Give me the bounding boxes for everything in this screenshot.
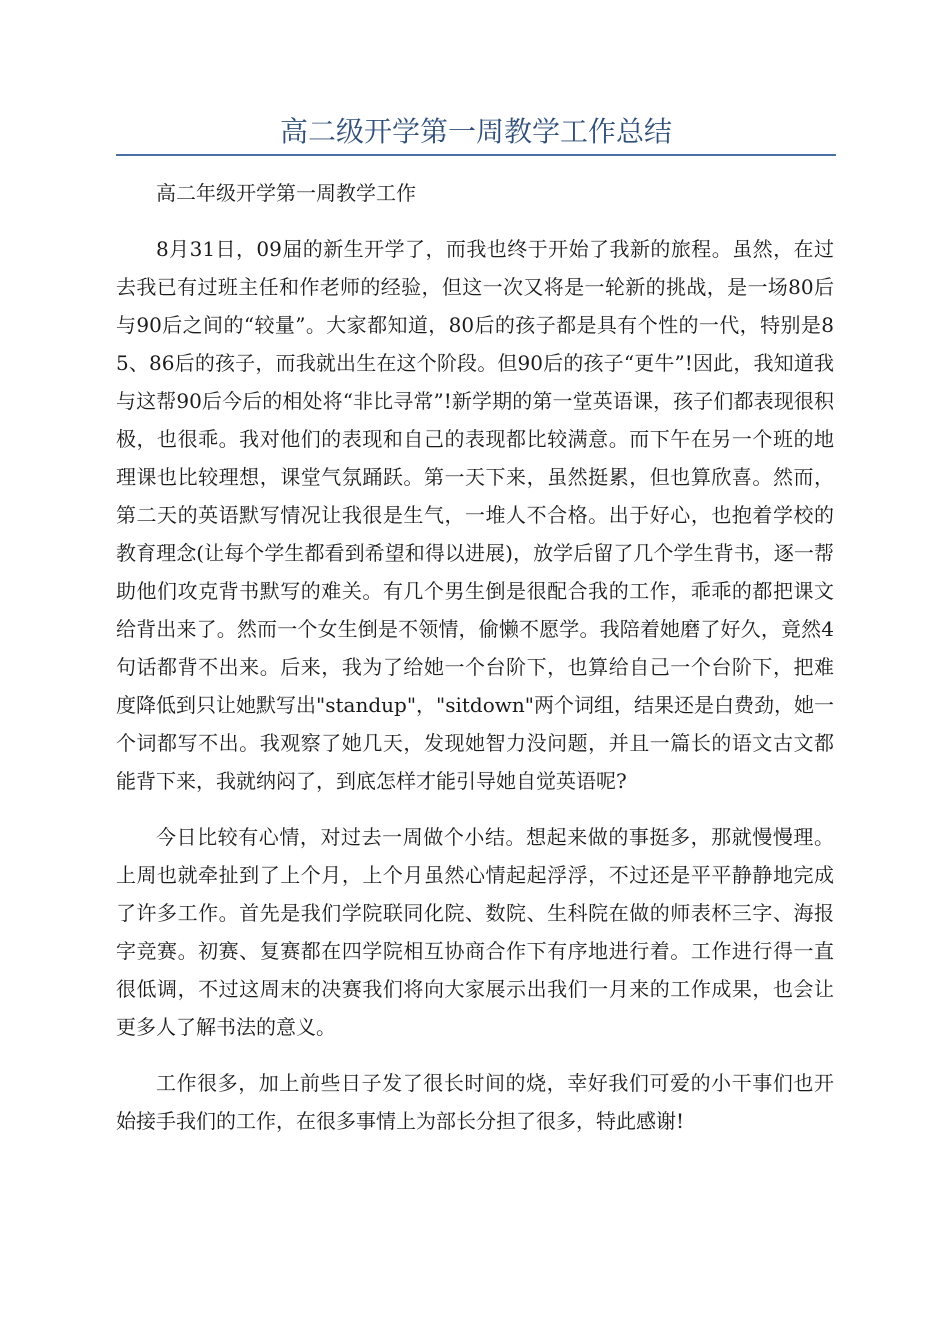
document-body (116, 174, 834, 1158)
paragraph-thanks: 工作很多，加上前些日子发了很长时间的烧，幸好我们可爱的小干事们也开始接手我们的工作，在很多事情上为部长分担了很多，特此感谢! (116, 1071, 834, 1133)
paragraph-first-week: 8月31日，09届的新生开学了，而我也终于开始了我新的旅程。虽然，在过去我已有过班主任和作老师的经验，但这一次又将是一轮新的挑战，是一场80后与90后之间的“较量”。大家都知道，80后的孩子都是具有个性的一代，特别是85、86后的孩子，而我就出生在这个阶段。但90后的孩子“更牛”!因此，我知道我与这帮90后今后的相处将“非比寻常”!新学期的第一堂英语课，孩子们都表现很积极，也很乖。我对他们的表现和自己的表现都比较满意。而下午在另一个班的地理课也比较理想，课堂气氛踊跃。第一天下来，虽然挺累，但也算欣喜。然而，第二天的英语默写情况让我很是生气，一堆人不合格。出于好心，也抱着学校的教育理念(让每个学生都看到希望和得以进展)，放学后留了几个学生背书，逐一帮助他们攻克背书默写的难关。有几个男生倒是很配合我的工作，乖乖的都把课文给背出来了。然而一个女生倒是不领情，偷懒不愿学。我陪着她磨了好久，竟然4句话都背不出来。后来，我为了给她一个台阶下，也算给自己一个台阶下，把难度降低到只让她默写出"standup"，"sitdown"两个词组，结果还是白费劲，她一个词都写不出。我观察了她几天，发现她智力没问题，并且一篇长的语文古文都能背下来，我就纳闷了，到底怎样才能引导她自觉英语呢? (116, 237, 834, 793)
document-title: 高二级开学第一周教学工作总结 (279, 115, 672, 148)
title-underline (116, 154, 836, 156)
paragraph-subtitle: 高二年级开学第一周教学工作 (156, 181, 416, 205)
paragraph-summary: 今日比较有心情，对过去一周做个小结。想起来做的事挺多，那就慢慢理。上周也就牵扯到了上个月，上个月虽然心情起起浮浮，不过还是平平静静地完成了许多工作。首先是我们学院联同化院、数院、生科院在做的师表杯三字、海报字竞赛。初赛、复赛都在四学院相互协商合作下有序地进行着。工作进行得一直很低调，不过这周末的决赛我们将向大家展示出我们一月来的工作成果，也会让更多人了解书法的意义。 (116, 825, 834, 1039)
